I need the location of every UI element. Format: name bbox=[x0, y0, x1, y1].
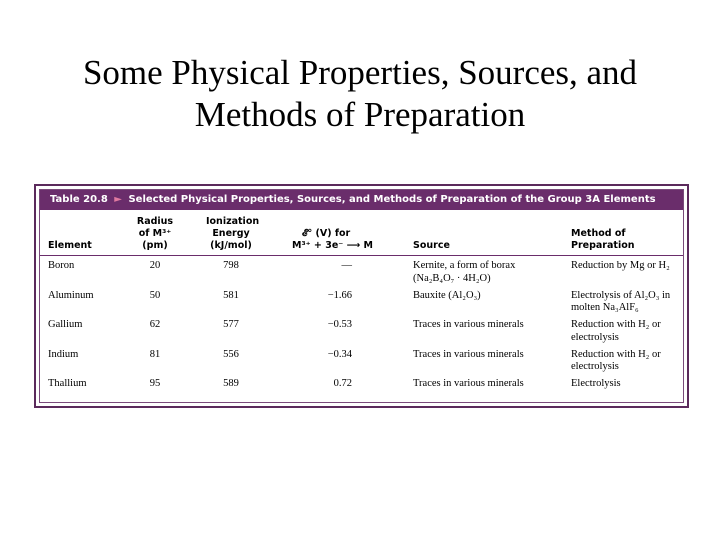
header-ionization-energy: Ionization Energy (kJ/mol) bbox=[206, 216, 260, 251]
properties-table bbox=[39, 189, 684, 403]
table-header bbox=[40, 210, 683, 256]
slide-title-line-2: Methods of Preparation bbox=[194, 95, 526, 134]
cell-element: Aluminum bbox=[48, 289, 94, 301]
cell-ionization: 798 bbox=[223, 260, 239, 271]
table-body bbox=[40, 256, 683, 404]
cell-method: Electrolysis of Al₂O₃ in molten Na₃AlF₆ bbox=[571, 289, 671, 313]
cell-element: Gallium bbox=[48, 319, 83, 330]
cell-method: Reduction with H₂ or electrolysis bbox=[571, 319, 661, 343]
cell-method: Reduction with H₂ or electrolysis bbox=[571, 348, 661, 372]
cell-source: Traces in various minerals bbox=[413, 319, 524, 330]
cell-potential: 0.72 bbox=[333, 378, 352, 389]
header-source: Source bbox=[413, 240, 450, 251]
table-row-aluminum bbox=[40, 286, 683, 316]
table-caption-label: Table 20.8 bbox=[50, 194, 108, 205]
cell-source: Traces in various minerals bbox=[413, 348, 524, 360]
cell-ionization: 581 bbox=[223, 289, 239, 301]
cell-element: Indium bbox=[48, 348, 79, 360]
slide-title-line-1: Some Physical Properties, Sources, and bbox=[82, 53, 638, 92]
cell-radius: 50 bbox=[149, 289, 161, 301]
cell-source: Bauxite (Al₂O₃) bbox=[413, 289, 481, 301]
cell-potential: −1.66 bbox=[327, 289, 352, 301]
cell-ionization: 577 bbox=[223, 319, 239, 330]
table-image-frame bbox=[34, 184, 689, 408]
cell-ionization: 589 bbox=[223, 378, 239, 389]
cell-potential: −0.53 bbox=[327, 319, 352, 330]
caption-arrow-icon: ► bbox=[114, 194, 122, 205]
cell-radius: 62 bbox=[149, 319, 161, 330]
cell-source: Kernite, a form of borax (Na₂B₄O₇ · 4H₂O) bbox=[413, 260, 516, 284]
table-row-gallium bbox=[40, 315, 683, 345]
cell-potential: — bbox=[341, 260, 352, 271]
header-reduction-potential: 𝓔° (V) for M³⁺ + 3e⁻ ⟶ M bbox=[292, 228, 373, 251]
cell-element: Thallium bbox=[48, 378, 87, 389]
header-method: Method of Preparation bbox=[571, 228, 635, 251]
table-row-boron bbox=[40, 256, 683, 286]
cell-radius: 20 bbox=[149, 260, 161, 271]
table-caption bbox=[40, 190, 683, 210]
cell-element: Boron bbox=[48, 260, 75, 271]
cell-ionization: 556 bbox=[223, 348, 239, 360]
table-row-thallium bbox=[40, 374, 683, 404]
cell-source: Traces in various minerals bbox=[413, 378, 524, 389]
slide-title bbox=[0, 52, 720, 136]
table-caption-text: Selected Physical Properties, Sources, and Methods of Preparation of the Group 3A Elements bbox=[128, 194, 656, 205]
header-element: Element bbox=[48, 240, 92, 251]
cell-potential: −0.34 bbox=[327, 348, 352, 360]
cell-method: Reduction by Mg or H₂ bbox=[571, 260, 670, 271]
table-row-indium bbox=[40, 345, 683, 375]
cell-radius: 81 bbox=[149, 348, 161, 360]
header-radius: Radius of M³⁺ (pm) bbox=[136, 216, 174, 251]
cell-radius: 95 bbox=[149, 378, 161, 389]
cell-method: Electrolysis bbox=[571, 378, 621, 389]
